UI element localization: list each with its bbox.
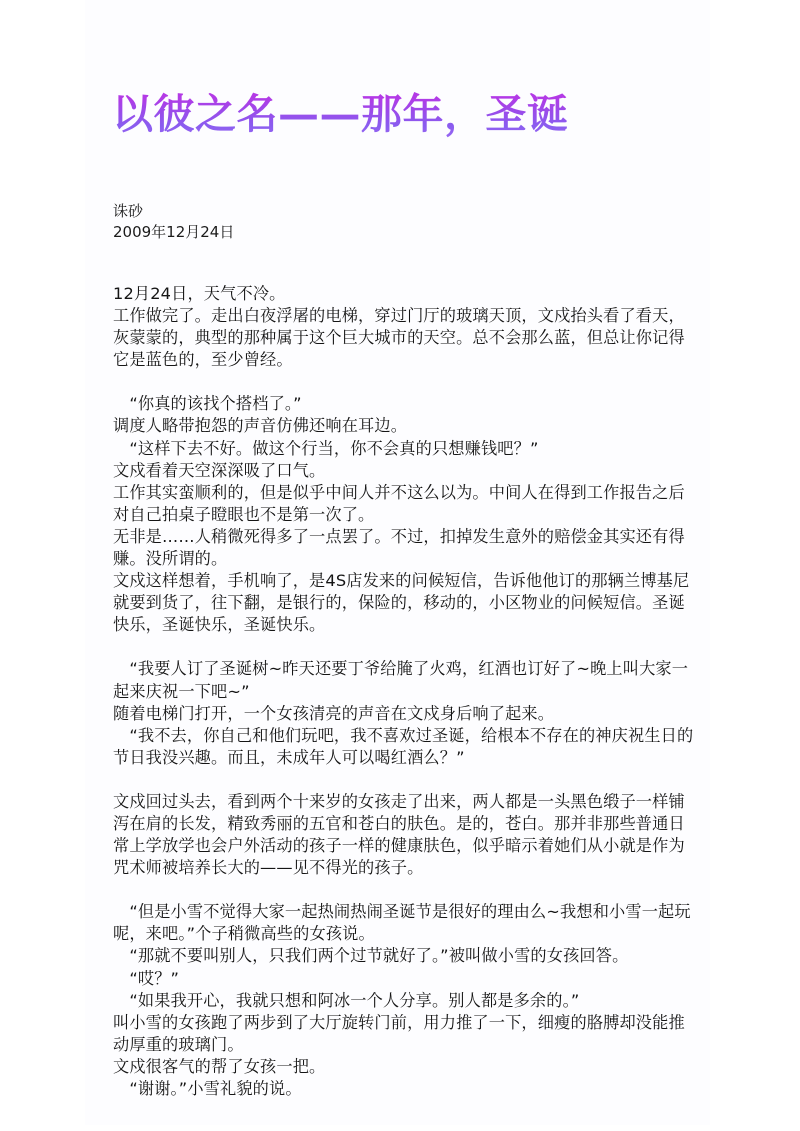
paragraph-line: 文戍很客气的帮了女孩一把。 [113, 1056, 326, 1076]
paragraph-line: “哎？” [113, 968, 180, 988]
paragraph-line: 文戍这样想着，手机响了，是4S店发来的问候短信，告诉他他订的那辆兰博基尼就要到货了，往下翻，是银行的，保险的，移动的，小区物业的问候短信。圣诞快乐，圣诞快乐，圣诞快乐。 [113, 571, 690, 635]
paragraph-line: 工作做完了。走出白夜浮屠的电梯，穿过门厅的玻璃天顶，文戍抬头看了看天，灰蒙蒙的，典型的那种属于这个巨大城市的天空。总不会那么蓝，但总让你记得它是蓝色的，至少曾经。 [113, 306, 685, 370]
paragraph-line: 叫小雪的女孩跑了两步到了大厅旋转门前，用力推了一下，细瘦的胳膊却没能推动厚重的玻璃门。 [113, 1012, 685, 1054]
paragraph [113, 393, 699, 636]
page-title: 以彼之名——那年，圣诞 [112, 88, 692, 140]
paragraph-line: “我不去，你自己和他们玩吧，我不喜欢过圣诞，给根本不存在的神庆祝生日的节日我没兴趣。而且，未成年人可以喝红酒么？” [113, 725, 694, 767]
paragraph-line: 文戍回过头去，看到两个十来岁的女孩走了出来，两人都是一头黑色缎子一样铺泻在肩的长发，精致秀丽的五官和苍白的肤色。是的，苍白。那并非那些普通日常上学放学也会户外活动的孩子一样的健康肤色，似乎暗示着她们从小就是作为咒术师被培养长大的——见不得光的孩子。 [113, 791, 685, 878]
paragraph-line: “但是小雪不觉得大家一起热闹热闹圣诞节是很好的理由么~我想和小雪一起玩呢，来吧。”个子稍微高些的女孩说。 [113, 902, 691, 944]
paragraph [113, 283, 699, 371]
paragraph-line: “如果我开心，我就只想和阿冰一个人分享。别人都是多余的。” [113, 990, 580, 1010]
paragraph-line: “这样下去不好。做这个行当，你不会真的只想赚钱吧？” [113, 438, 539, 458]
paragraph-line: 随着电梯门打开，一个女孩清亮的声音在文戍身后响了起来。 [113, 703, 555, 723]
paragraph-line: 工作其实蛮顺利的，但是似乎中间人并不这么以为。中间人在得到工作报告之后对自己拍桌子瞪眼也不是第一次了。 [113, 482, 685, 524]
title-container [112, 88, 692, 140]
paragraph [113, 791, 699, 879]
article-body [113, 283, 699, 1100]
paragraph-line: 12月24日，天气不冷。 [113, 284, 286, 303]
paragraph-line: 文戍看着天空深深吸了口气。 [113, 460, 326, 480]
paragraph-line: 调度人略带抱怨的声音仿佛还响在耳边。 [113, 416, 408, 436]
byline [113, 201, 513, 243]
paragraph-line: “谢谢。”小雪礼貌的说。 [113, 1079, 302, 1098]
paragraph-line: “我要人订了圣诞树~昨天还要丁爷给腌了火鸡，红酒也订好了~晚上叫大家一起来庆祝一下吧~” [113, 659, 689, 701]
paragraph-line: 无非是……人稍微死得多了一点罢了。不过，扣掉发生意外的赔偿金其实还有得赚。没所谓的。 [113, 526, 685, 569]
paragraph [113, 658, 699, 768]
paragraph-line: “那就不要叫别人，只我们两个过节就好了。”被叫做小雪的女孩回答。 [113, 946, 629, 966]
publish-date: 2009年12月24日 [113, 223, 235, 241]
paragraph [113, 901, 699, 1100]
author-name: 诛砂 [113, 202, 144, 220]
paragraph-line: “你真的该找个搭档了。” [113, 394, 302, 414]
